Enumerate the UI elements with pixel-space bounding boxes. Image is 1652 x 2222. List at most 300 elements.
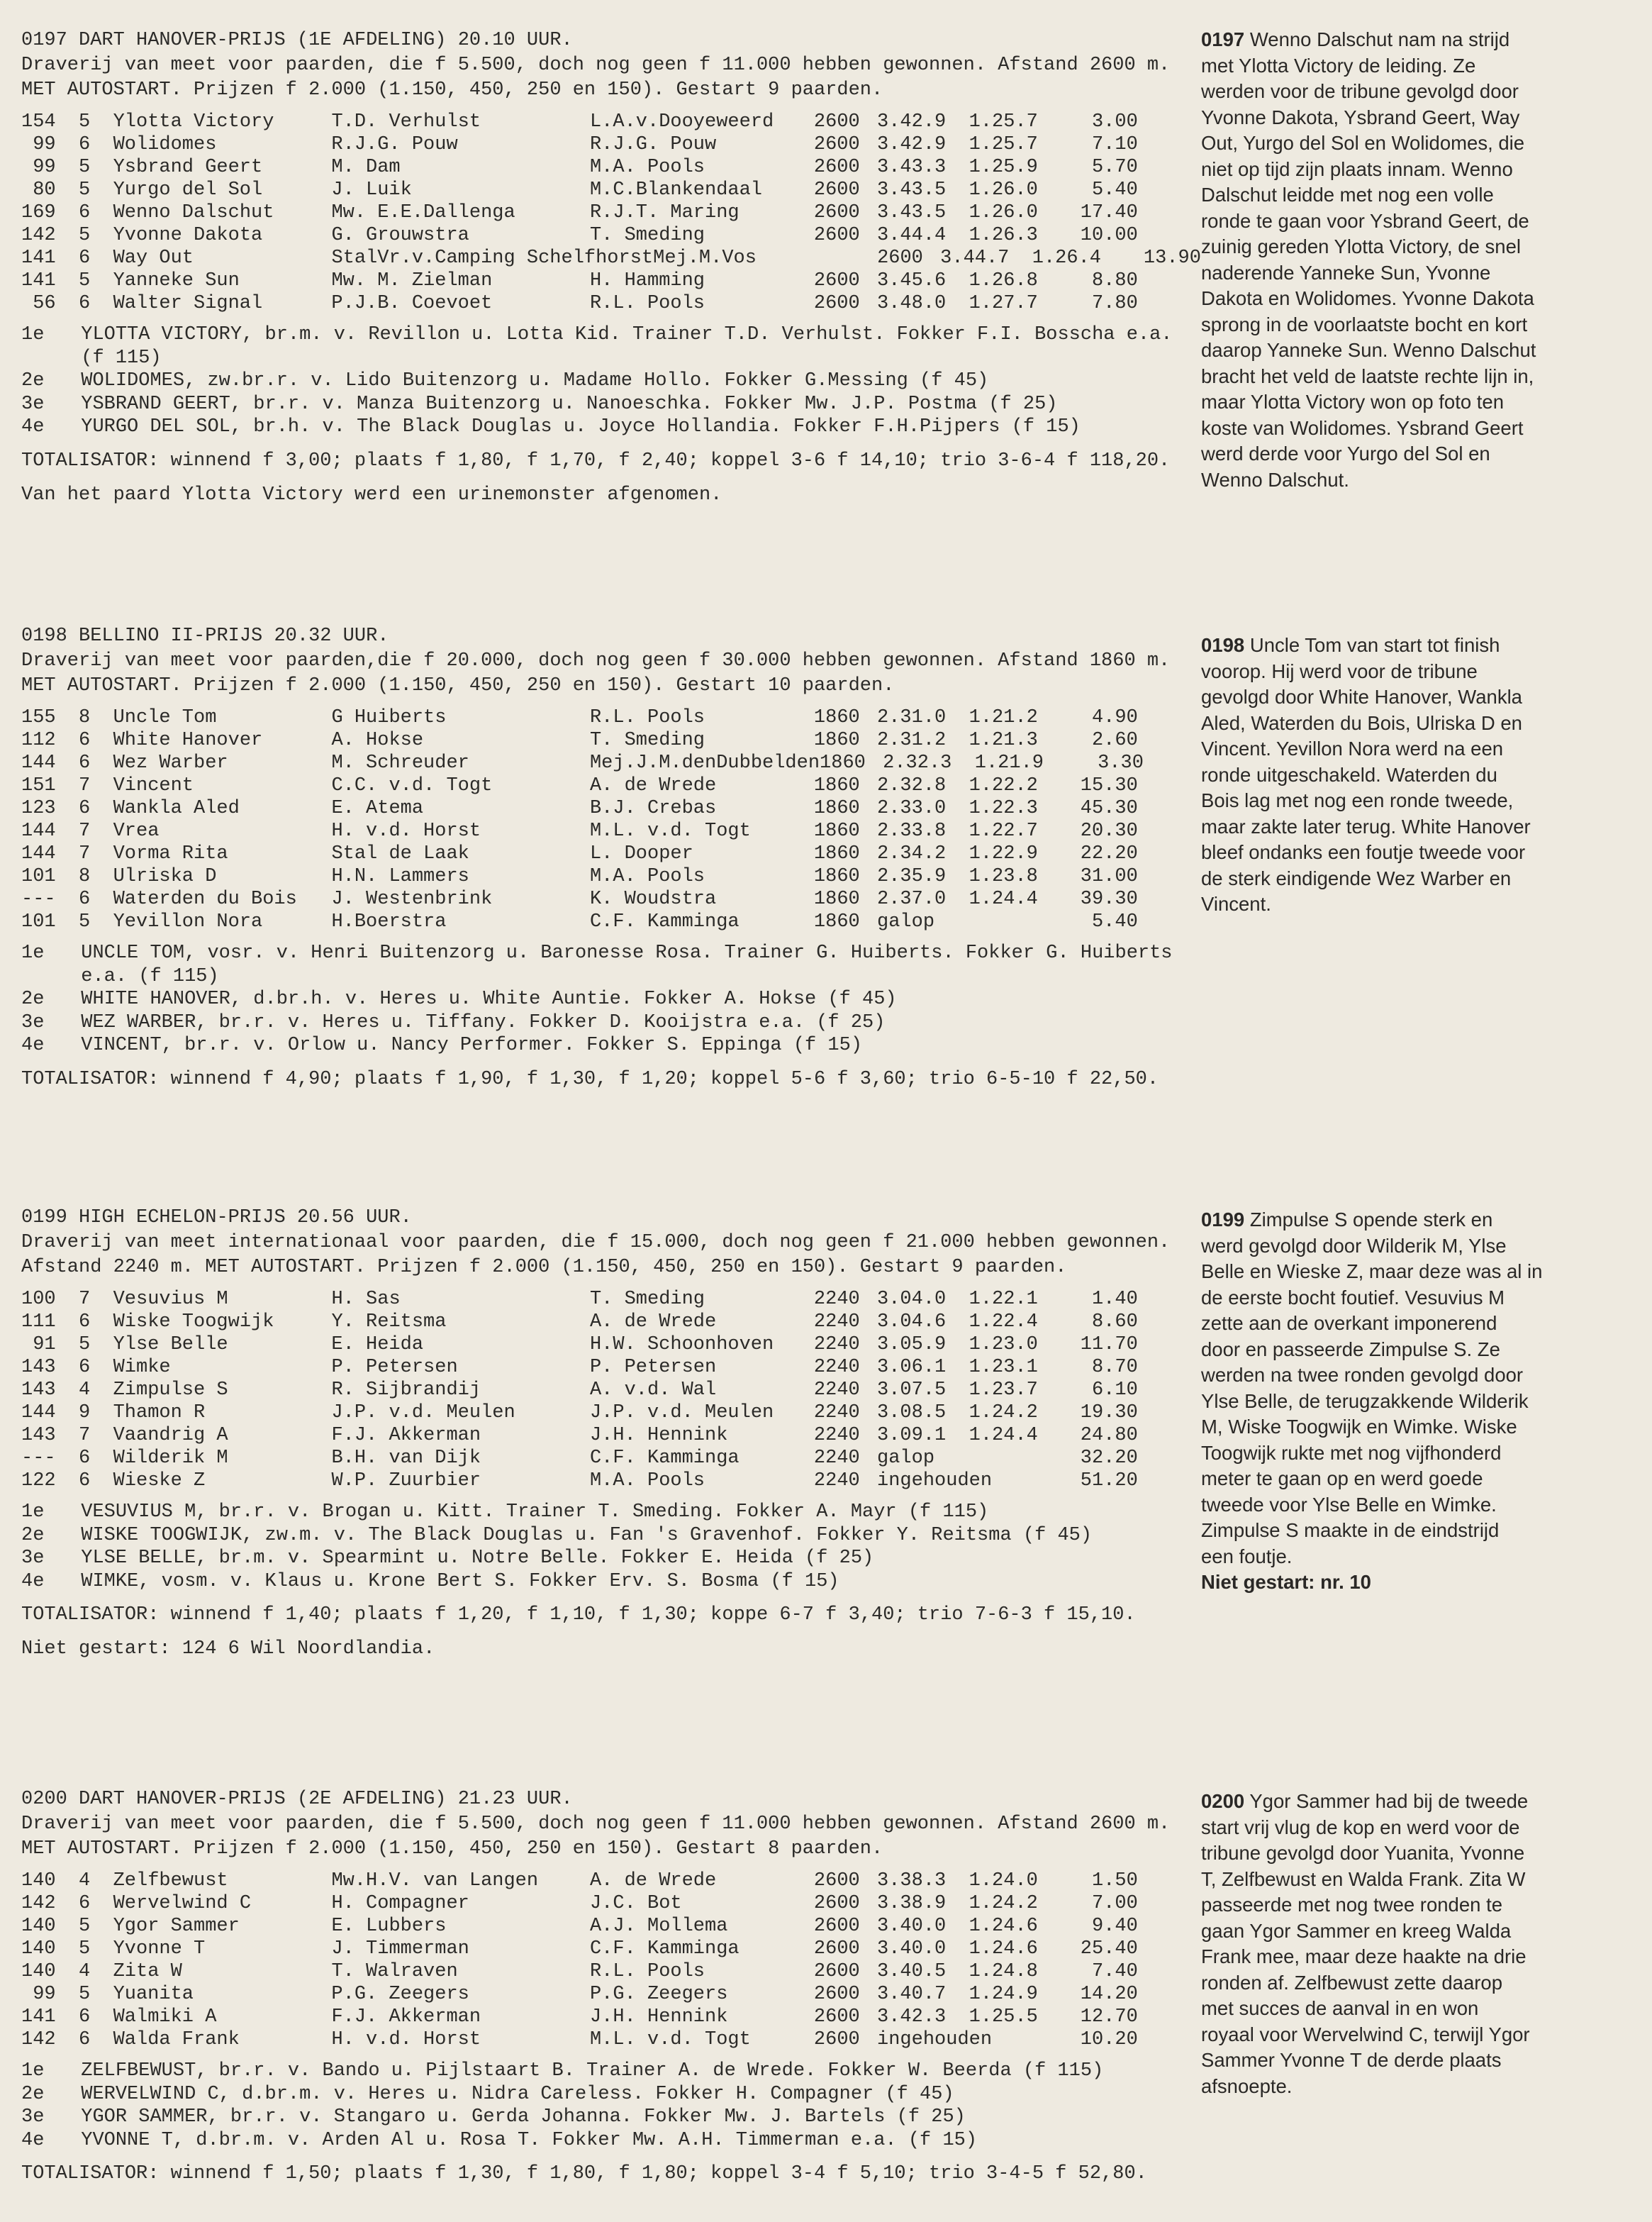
age: 4 — [79, 1379, 91, 1401]
placing-position: 3e — [21, 1011, 45, 1033]
age: 6 — [78, 293, 91, 314]
odds: 7.80 — [1091, 293, 1138, 314]
trainer: A.J. Mollema — [589, 1916, 728, 1937]
placing-description: WISKE TOOGWIJK, zw.m. v. The Black Douglas u. Fan 's Gravenhof. Fokker Y. Reitsma (f 45) — [81, 1524, 1093, 1546]
race-time: 3.42.9 — [877, 134, 947, 155]
horse-name: Vaandrig A — [113, 1425, 228, 1446]
table-row — [21, 201, 1184, 224]
age: 6 — [79, 202, 91, 223]
report-line — [1201, 53, 1626, 79]
report-text: naderende Yanneke Sun, Yvonne — [1201, 261, 1491, 284]
not-started-note — [1201, 1570, 1626, 1596]
race-time: 3.05.9 — [877, 1334, 947, 1355]
age: 6 — [79, 1448, 91, 1469]
distance: 1860 — [813, 821, 860, 842]
trainer: M.A. Pools — [589, 866, 705, 887]
horse-name: Walda Frank — [113, 2029, 240, 2050]
race-time: galop — [877, 1448, 935, 1469]
trainer: A. v.d. Wal — [589, 1379, 717, 1401]
race-report — [1201, 1207, 1626, 1596]
placing-description: WERVELWIND C, d.br.m. v. Heres u. Nidra Careless. Fokker H. Compagner (f 45) — [81, 2083, 954, 2105]
report-text: Ylse Belle, de terugzakkende Wilderik — [1201, 1389, 1529, 1412]
odds: 7.00 — [1091, 1893, 1138, 1914]
km-time: 1.22.1 — [969, 1289, 1038, 1310]
report-line — [1201, 130, 1626, 157]
trainer: R.L. Pools — [589, 293, 705, 314]
start-number: --- — [21, 889, 56, 910]
odds: 7.40 — [1091, 1961, 1138, 1982]
placing-description: YVONNE T, d.br.m. v. Arden Al u. Rosa T. Fokker Mw. A.H. Timmerman e.a. (f 15) — [81, 2129, 978, 2151]
report-text: Aled, Waterden du Bois, Ulriska D en — [1201, 711, 1522, 734]
results-table — [21, 1288, 1184, 1492]
distance: 2600 — [813, 1938, 860, 1960]
distance: 2240 — [813, 1470, 860, 1491]
table-row — [21, 1870, 1184, 1892]
start-number: 142 — [21, 225, 56, 246]
report-line — [1201, 762, 1626, 789]
table-row — [21, 1983, 1184, 2006]
distance: 1860 — [813, 730, 860, 751]
km-time: 1.23.7 — [969, 1379, 1038, 1401]
odds: 4.90 — [1091, 707, 1138, 728]
placing-description: WEZ WARBER, br.r. v. Heres u. Tiffany. Fokker D. Kooijstra e.a. (f 25) — [81, 1011, 886, 1033]
horse-name: Walter Signal — [113, 293, 263, 314]
report-text: Belle en Wieske Z, maar deze was al in — [1201, 1260, 1543, 1282]
age: 7 — [79, 775, 91, 796]
age: 8 — [79, 866, 91, 887]
odds: 20.30 — [1080, 821, 1138, 842]
age: 5 — [79, 1938, 91, 1960]
km-time: 1.21.3 — [969, 730, 1038, 751]
odds: 8.70 — [1091, 1357, 1138, 1378]
start-number: 80 — [33, 179, 56, 201]
placing-line — [21, 965, 1184, 989]
report-line — [1201, 1466, 1626, 1492]
distance: 2600 — [813, 1870, 860, 1892]
start-number: 56 — [33, 293, 56, 314]
table-row — [21, 156, 1184, 179]
start-number: 99 — [33, 134, 56, 155]
report-text: Toogwijk rukte met nog vijfhonderd — [1201, 1441, 1502, 1464]
placing-description: WHITE HANOVER, d.br.h. v. Heres u. White Auntie. Fokker A. Hokse (f 45) — [81, 989, 897, 1010]
km-time: 1.22.4 — [969, 1311, 1038, 1333]
report-line — [1201, 1492, 1626, 1518]
age: 4 — [79, 1961, 91, 1982]
odds: 8.60 — [1091, 1311, 1138, 1333]
odds: 15.30 — [1080, 775, 1138, 796]
race-title: 0198 BELLINO II-PRIJS 20.32 UUR. — [21, 626, 389, 647]
report-line — [1201, 840, 1626, 866]
horse-name: Zelfbewust — [113, 1870, 228, 1892]
trainer: R.J.T. Maring — [589, 202, 740, 223]
report-text: Frank mee, maar deze haakte na drie — [1201, 1945, 1527, 1967]
race-time: 3.38.9 — [877, 1893, 947, 1914]
trainer: M.A. Pools — [589, 1470, 705, 1491]
odds: 39.30 — [1080, 889, 1138, 910]
race-time: ingehouden — [877, 2029, 993, 2050]
race-time: 3.40.7 — [877, 1984, 947, 2005]
report-line — [1201, 441, 1626, 467]
report-line — [1201, 1996, 1626, 2022]
distance: 2600 — [813, 1893, 860, 1914]
race-section — [21, 28, 1201, 507]
distance: 2600 — [813, 202, 860, 223]
km-time: 1.24.0 — [969, 1870, 1038, 1892]
driver: Mw. M. Zielman — [331, 270, 493, 291]
km-time: 1.24.2 — [969, 1893, 1038, 1914]
odds: 45.30 — [1080, 798, 1138, 819]
driver: C.C. v.d. Togt — [331, 775, 493, 796]
start-number: --- — [21, 1448, 56, 1469]
table-row — [21, 1333, 1184, 1356]
start-number: 143 — [21, 1379, 56, 1401]
start-number: 144 — [21, 843, 56, 865]
start-number: 101 — [21, 911, 56, 933]
trainer: Mej.M.Vos — [653, 248, 757, 269]
race-report — [1201, 27, 1626, 493]
report-line — [1201, 1789, 1626, 1815]
driver: G Huiberts — [331, 707, 447, 728]
distance: 1860 — [813, 798, 860, 819]
horse-name: White Hanover — [113, 730, 263, 751]
odds: 32.20 — [1080, 1448, 1138, 1469]
report-text: tribune gevolgd door Yuanita, Yvonne — [1201, 1842, 1525, 1864]
report-line — [1201, 389, 1626, 416]
distance: 1860 — [813, 843, 860, 865]
report-text: Dalschut leidde met nog een volle — [1201, 184, 1494, 206]
horse-name: Wolidomes — [113, 134, 217, 155]
age: 6 — [79, 1311, 91, 1333]
table-row — [21, 797, 1184, 820]
report-line — [1201, 1815, 1626, 1841]
report-line — [1201, 1259, 1626, 1285]
report-line — [1201, 1518, 1626, 1544]
horse-name: Wenno Dalschut — [113, 202, 274, 223]
table-row — [21, 774, 1184, 797]
race-report — [1201, 633, 1626, 918]
totalisator-payouts: TOTALISATOR: winnend f 1,40; plaats f 1,20, f 1,10, f 1,30; koppe 6-7 f 3,40; trio 7-6-3 f 15,10. — [21, 1604, 1136, 1626]
age: 7 — [79, 843, 91, 865]
report-text: Wenno Dalschut nam na strijd — [1244, 28, 1510, 50]
horse-name: Vincent — [113, 775, 194, 796]
driver: Stal de Laak — [331, 843, 469, 865]
km-time: 1.26.0 — [969, 179, 1038, 201]
odds: 8.80 — [1091, 270, 1138, 291]
report-line — [1201, 364, 1626, 390]
race-time: 3.07.5 — [877, 1379, 947, 1401]
odds: 6.10 — [1091, 1379, 1138, 1401]
start-number: 140 — [21, 1961, 56, 1982]
age: 8 — [79, 707, 91, 728]
age: 6 — [78, 134, 91, 155]
race-time: 3.43.5 — [877, 202, 947, 223]
age: 6 — [79, 752, 91, 774]
trainer: M.A. Pools — [589, 157, 705, 178]
horse-name: Zimpulse S — [113, 1379, 228, 1401]
table-row — [21, 1424, 1184, 1447]
distance: 1860 — [813, 775, 860, 796]
driver: A. Hokse — [331, 730, 424, 751]
report-number: 0198 — [1201, 634, 1245, 656]
table-row — [21, 1288, 1184, 1311]
distance: 2600 — [813, 2029, 860, 2050]
report-line — [1201, 2074, 1626, 2100]
placing-position: 1e — [21, 1501, 45, 1523]
report-line — [1201, 633, 1626, 659]
report-text: afsnoepte. — [1201, 2074, 1293, 2097]
report-text: ronde te gaan voor Ysbrand Geert, de — [1201, 209, 1529, 232]
driver: T. Walraven — [331, 1961, 458, 1982]
placings-list — [21, 1501, 1184, 1593]
report-line — [1201, 1311, 1626, 1337]
report-line — [1201, 1840, 1626, 1867]
distance: 2240 — [813, 1448, 860, 1469]
report-text: de eerste bocht foutief. Vesuvius M — [1201, 1286, 1505, 1309]
race-time: 3.38.3 — [877, 1870, 947, 1892]
trainer: A. de Wrede — [589, 775, 717, 796]
trainer: J.H. Hennink — [589, 1425, 728, 1446]
km-time: 1.24.6 — [969, 1938, 1038, 1960]
report-text: bracht het veld de laatste rechte lijn in, — [1201, 365, 1534, 387]
age: 5 — [79, 225, 91, 246]
placing-line — [21, 416, 1184, 439]
age: 5 — [79, 270, 91, 291]
horse-name: Wieske Z — [113, 1470, 206, 1491]
driver: F.J. Akkerman — [331, 1425, 481, 1446]
table-row — [21, 179, 1184, 201]
driver: E. Lubbers — [331, 1916, 447, 1937]
start-number: 155 — [21, 707, 56, 728]
table-row — [21, 1915, 1184, 1938]
report-text: met Ylotta Victory de leiding. Ze — [1201, 54, 1476, 77]
driver: E. Atema — [331, 798, 424, 819]
trainer: L. Dooper — [589, 843, 693, 865]
distance: 2240 — [813, 1334, 860, 1355]
distance: 2240 — [813, 1425, 860, 1446]
report-text: sprong in de voorlaatste bocht en kort — [1201, 313, 1528, 335]
report-text: Dakota en Wolidomes. Yvonne Dakota — [1201, 287, 1534, 309]
trainer: R.J.G. Pouw — [589, 134, 717, 155]
distance: 2600 — [813, 225, 860, 246]
placing-position: 3e — [21, 393, 45, 415]
horse-name: Uncle Tom — [113, 707, 217, 728]
horse-name: Way Out — [113, 248, 194, 269]
report-line — [1201, 1867, 1626, 1893]
results-table — [21, 111, 1201, 315]
start-number: 123 — [21, 798, 56, 819]
report-text: werd gevolgd door Wilderik M, Ylse — [1201, 1234, 1507, 1257]
trainer: P. Petersen — [589, 1357, 717, 1378]
trainer: C.F. Kamminga — [589, 1938, 740, 1960]
placing-position: 1e — [21, 943, 45, 964]
report-text: Wenno Dalschut. — [1201, 468, 1349, 491]
km-time — [969, 2028, 1038, 2051]
km-time: 1.27.7 — [969, 293, 1038, 314]
report-text: Vincent. — [1201, 893, 1271, 915]
distance: 2240 — [813, 1402, 860, 1423]
race-time: 2.35.9 — [877, 866, 947, 887]
trainer: R.L. Pools — [589, 1961, 705, 1982]
report-line — [1201, 711, 1626, 737]
driver: J.P. v.d. Meulen — [331, 1402, 515, 1423]
age: 6 — [79, 1470, 91, 1491]
table-row — [21, 865, 1184, 888]
table-row — [21, 1470, 1184, 1492]
horse-name: Ygor Sammer — [113, 1916, 240, 1937]
driver: J. Luik — [331, 179, 412, 201]
report-line — [1201, 814, 1626, 840]
report-line — [1201, 27, 1626, 53]
report-text: voorop. Hij werd voor de tribune — [1201, 660, 1478, 682]
race-time: 2.34.2 — [877, 843, 947, 865]
horse-name: Thamon R — [113, 1402, 206, 1423]
km-time: 1.24.4 — [969, 889, 1038, 910]
race-title: 0199 HIGH ECHELON-PRIJS 20.56 UUR. — [21, 1207, 412, 1228]
placing-description: YSBRAND GEERT, br.r. v. Manza Buitenzorg u. Nanoeschka. Fokker Mw. J.P. Postma (f 25) — [81, 393, 1058, 415]
trainer: Mej.J.M.denDubbelden — [589, 752, 820, 774]
report-text: daarop Yanneke Sun. Wenno Dalschut — [1201, 339, 1536, 361]
race-conditions: MET AUTOSTART. Prijzen f 2.000 (1.150, 450, 250 en 150). Gestart 8 paarden. — [21, 1838, 883, 1860]
placing-description: YLOTTA VICTORY, br.m. v. Revillon u. Lotta Kid. Trainer T.D. Verhulst. Fokker F.I. Bosscha e.a. — [81, 324, 1173, 345]
placing-line — [21, 2106, 1184, 2129]
report-text: ronden af. Zelfbewust zette daarop — [1201, 1971, 1502, 1994]
trainer: J.H. Hennink — [589, 2006, 728, 2028]
driver: W.P. Zuurbier — [331, 1470, 481, 1491]
age: 6 — [79, 798, 91, 819]
report-text: T, Zelfbewust en Walda Frank. Zita W — [1201, 1867, 1526, 1890]
race-conditions: MET AUTOSTART. Prijzen f 2.000 (1.150, 450, 250 en 150). Gestart 9 paarden. — [21, 79, 883, 101]
report-text: werden voor de tribune gevolgd door — [1201, 80, 1519, 102]
start-number: 142 — [21, 1893, 56, 1914]
report-line — [1201, 866, 1626, 892]
not-started-text: Niet gestart: nr. 10 — [1201, 1571, 1371, 1593]
driver: E. Heida — [331, 1334, 424, 1355]
distance: 2600 — [813, 157, 860, 178]
race-title: 0200 DART HANOVER-PRIJS (2E AFDELING) 21.23 UUR. — [21, 1789, 573, 1810]
driver: J. Westenbrink — [331, 889, 493, 910]
driver: StalVr.v.Camping Schelfhorst — [331, 248, 654, 269]
report-line — [1201, 157, 1626, 183]
horse-name: Ylse Belle — [113, 1334, 228, 1355]
driver: R.J.G. Pouw — [331, 134, 458, 155]
start-number: 144 — [21, 752, 56, 774]
placing-description: VESUVIUS M, br.r. v. Brogan u. Kitt. Trainer T. Smeding. Fokker A. Mayr (f 115) — [81, 1501, 989, 1523]
report-text: met succes de aanval in en won — [1201, 1997, 1479, 2019]
driver: F.J. Akkerman — [331, 2006, 481, 2028]
report-text: Bois lag met nog een ronde tweede, — [1201, 789, 1514, 811]
trainer: T. Smeding — [589, 730, 705, 751]
placing-position: 3e — [21, 1548, 45, 1569]
placing-position: 4e — [21, 416, 45, 438]
horse-name: Zita W — [113, 1961, 182, 1982]
table-row — [21, 820, 1184, 843]
trainer: H.W. Schoonhoven — [589, 1334, 774, 1355]
driver: Y. Reitsma — [331, 1311, 447, 1333]
start-number: 122 — [21, 1470, 56, 1491]
race-time: 2.32.8 — [877, 775, 947, 796]
race-time: 3.45.6 — [877, 270, 947, 291]
driver: P. Petersen — [331, 1357, 458, 1378]
report-number: 0199 — [1201, 1209, 1245, 1231]
placing-line — [21, 988, 1184, 1011]
placing-line — [21, 1570, 1184, 1594]
age: 5 — [78, 1984, 91, 2005]
report-text: meter te gaan op en werd goede — [1201, 1467, 1483, 1489]
odds: 17.40 — [1080, 202, 1138, 223]
report-number: 0200 — [1201, 1790, 1245, 1812]
distance: 2600 — [813, 1916, 860, 1937]
race-time: 2.37.0 — [877, 889, 947, 910]
driver: M. Schreuder — [331, 752, 469, 774]
totalisator-payouts: TOTALISATOR: winnend f 1,50; plaats f 1,30, f 1,80, f 1,80; koppel 3-4 f 5,10; trio 3-4-5 f 52,80. — [21, 2163, 1147, 2184]
age: 5 — [78, 179, 91, 201]
report-text: zette aan de overkant imponerend — [1201, 1312, 1497, 1334]
trainer: K. Woudstra — [589, 889, 717, 910]
driver: P.J.B. Coevoet — [331, 293, 493, 314]
report-line — [1201, 234, 1626, 260]
placing-line — [21, 347, 1184, 370]
race-title: 0197 DART HANOVER-PRIJS (1E AFDELING) 20.10 UUR. — [21, 30, 573, 51]
odds: 5.70 — [1091, 157, 1138, 178]
race-time: 2.33.8 — [877, 821, 947, 842]
race-time: 3.44.7 — [940, 248, 1010, 269]
race-conditions: Draverij van meet voor paarden,die f 20.000, doch nog geen f 30.000 hebben gewonnen. Afstand 1860 m. — [21, 650, 1171, 672]
driver: H.Boerstra — [331, 911, 447, 933]
km-time: 1.24.2 — [969, 1402, 1038, 1423]
horse-name: Yvonne Dakota — [113, 225, 263, 246]
placing-position — [21, 347, 81, 370]
race-section — [21, 624, 1184, 1091]
report-text: bleef ondanks een foutje tweede voor — [1201, 841, 1526, 863]
placing-position: 4e — [21, 1570, 45, 1592]
driver: B.H. van Dijk — [331, 1448, 481, 1469]
distance: 2600 — [813, 134, 860, 155]
report-line — [1201, 312, 1626, 338]
placing-line — [21, 393, 1184, 416]
report-text: gevolgd door White Hanover, Wankla — [1201, 686, 1522, 708]
race-time: 2.33.0 — [877, 798, 947, 819]
placing-description: (f 115) — [81, 347, 162, 369]
race-time: 3.40.5 — [877, 1961, 947, 1982]
trainer: R.L. Pools — [589, 707, 705, 728]
horse-name: Walmiki A — [113, 2006, 217, 2028]
table-row — [21, 1447, 1184, 1470]
age: 5 — [78, 1334, 91, 1355]
start-number: 91 — [33, 1334, 56, 1355]
report-line — [1201, 2048, 1626, 2074]
race-time: 3.40.0 — [877, 1938, 947, 1960]
placing-line — [21, 370, 1184, 393]
report-text: niet op tijd zijn plaats innam. Wenno — [1201, 157, 1513, 180]
driver: T.D. Verhulst — [331, 111, 481, 133]
trainer: B.J. Crebas — [589, 798, 717, 819]
placing-line — [21, 1547, 1184, 1570]
table-row — [21, 1892, 1184, 1915]
race-time: 3.42.3 — [877, 2006, 947, 2028]
odds: 19.30 — [1080, 1402, 1138, 1423]
start-number: 141 — [21, 248, 56, 269]
table-row — [21, 133, 1184, 156]
report-text: ronde uitgeschakeld. Waterden du — [1201, 763, 1497, 786]
distance: 2600 — [813, 2006, 860, 2028]
age: 5 — [79, 111, 91, 133]
age: 7 — [79, 1425, 91, 1446]
distance: 1860 — [813, 866, 860, 887]
table-row — [21, 1938, 1184, 1960]
km-time: 1.26.0 — [969, 202, 1038, 223]
horse-name: Wiske Toogwijk — [113, 1311, 274, 1333]
totalisator-payouts: TOTALISATOR: winnend f 3,00; plaats f 1,80, f 1,70, f 2,40; koppel 3-6 f 14,10; trio 3-6-4 f 118,20. — [21, 450, 1171, 472]
